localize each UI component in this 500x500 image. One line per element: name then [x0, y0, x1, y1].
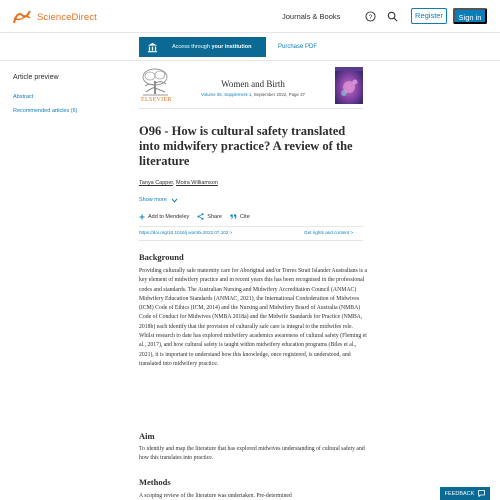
access-bar: [0, 33, 500, 61]
svg-text:?: ?: [368, 13, 373, 21]
section-text-background: Providing culturally safe maternity care for Aboriginal and/or Torres Strait Islander Australians is a key element of midwifery practice and in recent years this has been recognised in the professional codes and standards. The Australian Nursing and Midwifery Accreditation Council (ANMAC) Midwifery Education Standards (ANMAC, 2021), the International Confederation of Midwives (ICM) Code of Ethics (ICM, 2014) and the Nursing and Midwifery Board of Australia (NMBA) Code of Conduct for Midwives (NMBA 2018a) and the Midwife Standards for Practice (NMBA, 2018b) each identify that the provision of culturally safe care is integral to the midwifes role. Whilst research to date has explored midwifery academics awareness of cultural safety (Fleming et al., 2017), and how cultural safety is taught within midwifery education programs (Biles et al., 2021), it is important to understand how this knowledge, once registered, is understood, and translated into midwifery practice.: [139, 268, 367, 367]
access-prefix: Access through: [172, 44, 212, 50]
volume-link[interactable]: Volume 35, Supplement 1: [201, 92, 252, 97]
access-through-institution-button[interactable]: [139, 37, 266, 57]
author-link[interactable]: Tanya Capper: [139, 180, 173, 186]
article-actions: [139, 213, 258, 220]
show-more-button[interactable]: [139, 197, 178, 203]
section-heading-methods: Methods: [139, 477, 171, 487]
cite-label: Cite: [239, 213, 250, 220]
chevron-down-icon: [171, 198, 178, 203]
authors-list: [139, 180, 218, 186]
volume-meta-rest: , September 2022, Page 37: [251, 92, 305, 97]
journals-books-link[interactable]: Journals & Books: [282, 12, 341, 21]
logo-text: ScienceDirect: [37, 11, 97, 23]
sidebar-title: Article preview: [13, 74, 59, 81]
section-heading-background: Background: [139, 252, 184, 262]
share-label: Share: [207, 213, 222, 220]
doi-arrow: >: [228, 230, 233, 235]
mendeley-label: Add to Mendeley: [148, 213, 190, 220]
chat-bubble-icon: [478, 490, 485, 497]
author-link[interactable]: Moira Williamson: [176, 180, 218, 186]
sidebar-item-abstract[interactable]: Abstract: [13, 94, 34, 100]
journal-cover-image[interactable]: [335, 67, 363, 104]
share-button[interactable]: [197, 213, 222, 220]
section-heading-aim: Aim: [139, 431, 155, 441]
divider: [139, 226, 363, 227]
quote-icon: [230, 214, 237, 220]
share-icon: [197, 213, 204, 220]
add-to-mendeley-button[interactable]: [139, 214, 189, 220]
article-title: O96 - How is cultural safety translated into midwifery practice? A review of the literature: [139, 124, 353, 168]
show-more-label: Show more: [139, 197, 167, 203]
sciencedirect-logo[interactable]: [13, 9, 97, 25]
access-label: [172, 44, 251, 50]
cite-button[interactable]: [230, 214, 250, 220]
feedback-label: FEEDBACK: [444, 490, 475, 497]
help-circle-icon[interactable]: [365, 11, 376, 22]
sidebar-item-recommended-articles[interactable]: Recommended articles (6): [13, 108, 78, 114]
sciencedirect-logo-icon: [13, 9, 31, 25]
purchase-pdf-link[interactable]: Purchase PDF: [278, 44, 318, 50]
banner-divider: [139, 108, 363, 109]
journal-volume-info: [190, 92, 316, 97]
search-icon[interactable]: [387, 11, 398, 22]
rights-text: Get rights and content: [304, 230, 350, 235]
access-bold: your institution: [211, 44, 252, 50]
section-text-methods: A scoping review of the literature was undertaken. Pre-determined: [139, 493, 292, 499]
sign-in-button[interactable]: Sign in: [453, 8, 487, 24]
feedback-button[interactable]: [440, 487, 490, 500]
divider: [139, 240, 363, 241]
doi-text: https://doi.org/10.1016/j.wombi.2022.07.102: [139, 230, 229, 235]
section-text-aim: To identify and map the literature that has explored midwives understanding of cultural safety and how this translates into practice.: [139, 446, 365, 462]
top-header: [0, 0, 500, 33]
plus-icon: [139, 214, 145, 220]
author-separator: ,: [172, 180, 177, 186]
publisher-name: ELSEVIER: [141, 97, 172, 103]
institution-icon: [147, 42, 158, 53]
doi-link[interactable]: [139, 230, 232, 235]
get-rights-link[interactable]: [304, 230, 353, 235]
journal-title[interactable]: Women and Birth: [221, 79, 285, 89]
register-button[interactable]: Register: [411, 8, 447, 24]
rights-arrow: >: [349, 230, 354, 235]
